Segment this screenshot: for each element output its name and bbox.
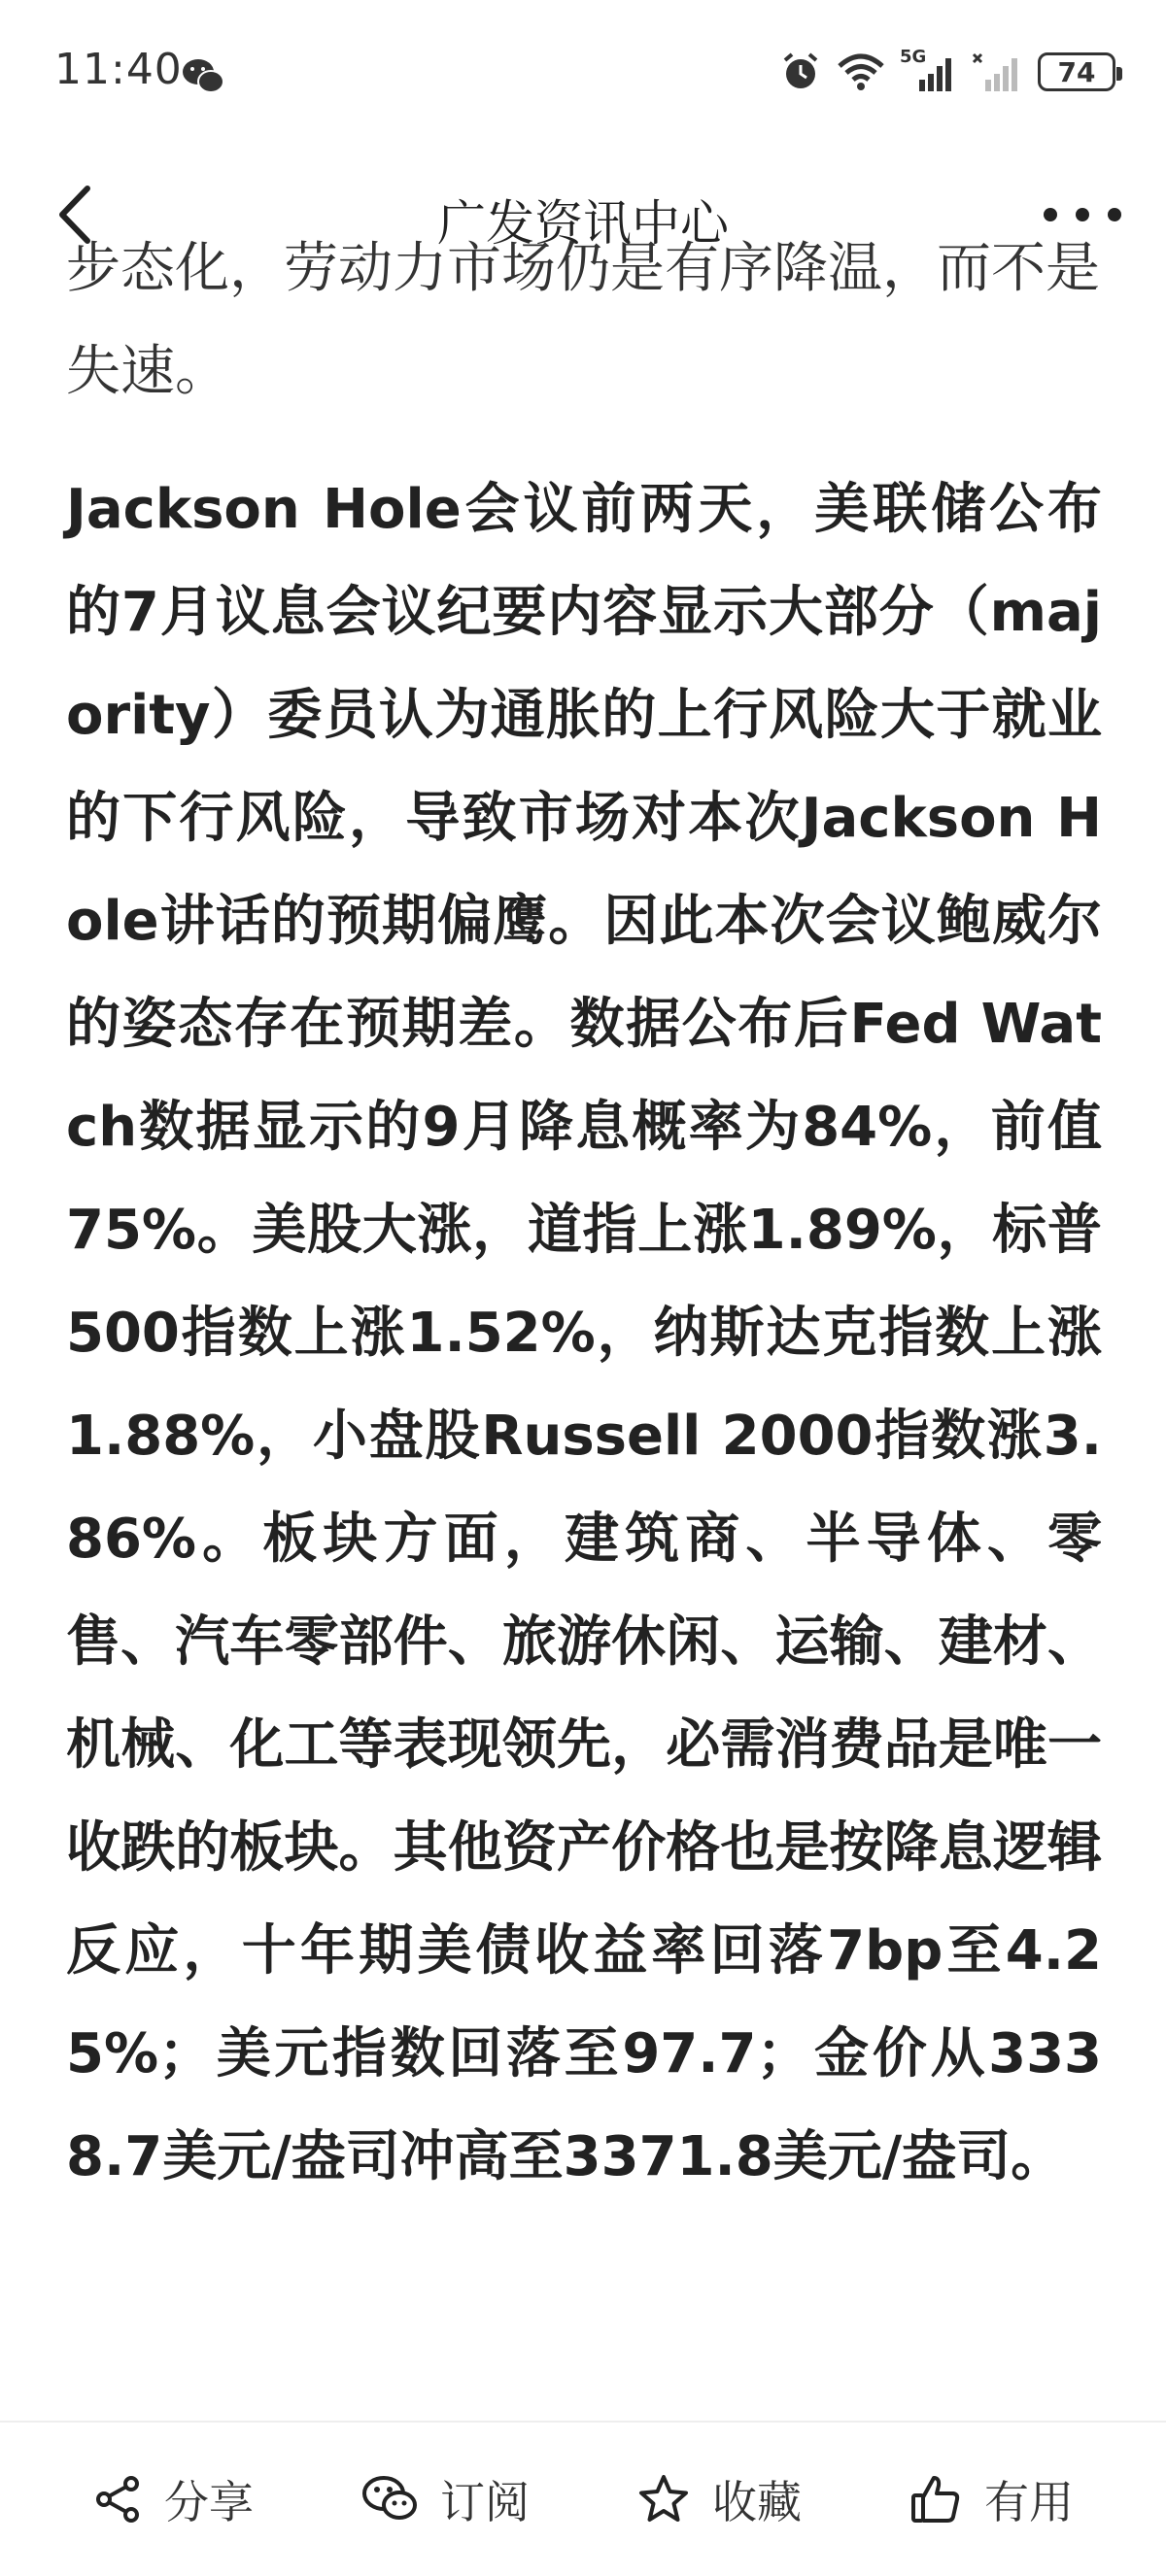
status-icons	[779, 47, 1115, 97]
no-signal-icon	[972, 51, 1024, 93]
subscribe-button[interactable]	[360, 2467, 530, 2531]
favorite-label: 收藏	[712, 2476, 802, 2528]
share-label: 分享	[164, 2476, 254, 2528]
wifi-icon	[836, 52, 886, 91]
subscribe-label: 订阅	[440, 2476, 530, 2528]
star-icon	[636, 2472, 691, 2526]
useful-button[interactable]	[909, 2467, 1074, 2531]
bottom-toolbar	[0, 2421, 1166, 2576]
status-bar	[0, 0, 1166, 146]
favorite-button[interactable]	[636, 2467, 802, 2531]
alarm-icon	[779, 51, 822, 93]
battery-level: 74	[1057, 55, 1096, 88]
wechat-subscribe-icon	[360, 2474, 419, 2525]
more-dot	[1108, 208, 1121, 221]
share-button[interactable]	[92, 2467, 254, 2531]
status-time: 11:40	[54, 45, 183, 94]
wechat-icon	[181, 56, 225, 95]
useful-label: 有用	[984, 2476, 1074, 2528]
page-title: 广发资讯中心	[437, 195, 729, 252]
article-body[interactable]	[0, 237, 1166, 2421]
article-content	[66, 218, 1102, 2209]
article-paragraph-plain: 步态化，劳动力市场仍是有序降温，而不是失速。	[66, 237, 1100, 403]
signal-icon	[900, 47, 958, 93]
battery-icon	[1038, 52, 1115, 91]
share-icon	[92, 2474, 143, 2525]
network-label: 5G	[900, 47, 927, 67]
article-paragraph-bold: Jackson Hole会议前两天，美联储公布的7月议息会议纪要内容显示大部分（majority）委员认为通胀的上行风险大于就业的下行风险，导致市场对本次Jackson Hole讲话的预期偏鹰。因此本次会议鲍威尔的姿态存在预期差。数据公布后Fed Watch数据显示的9月降息概率为84%，前值75%。美股大涨，道指上涨1.89%，标普500指数上涨1.52%，纳斯达克指数上涨1.88%，小盘股Russell 2000指数涨3.86%。板块方面，建筑商、半导体、零售、汽车零部件、旅游休闲、运输、建材、机械、化工等表现领先，必需消费品是唯一收跌的板块。其他资产价格也是按降息逻辑反应，十年期美债收益率回落7bp至4.25%；美元指数回落至97.7；金价从3338.7美元/盎司冲高至3371.8美元/盎司。	[66, 478, 1102, 2188]
thumbs-up-icon	[909, 2472, 963, 2526]
